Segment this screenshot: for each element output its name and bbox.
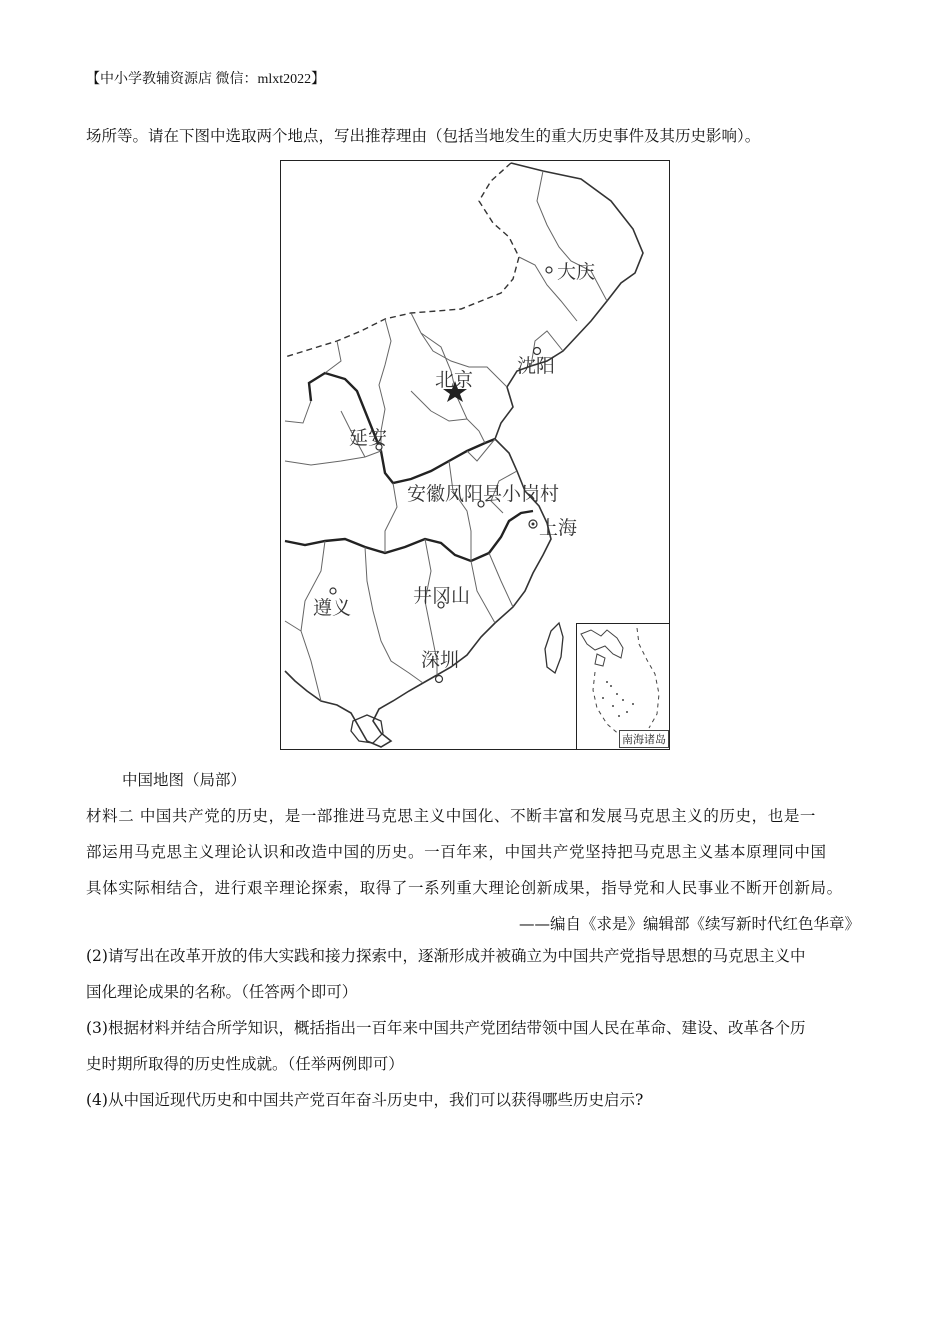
map-label-xiaogang: 安徽凤阳县小岗村 (407, 483, 560, 505)
china-map (280, 160, 670, 750)
inset-label: 南海诸岛 (619, 730, 669, 748)
map-label-daqing: 大庆 (557, 261, 596, 283)
material2-line-3: 具体实际相结合，进行艰辛理论探索，取得了一系列重大理论创新成果，指导党和人民事业不断开创新局。 (86, 879, 843, 897)
question-3-line-2: 史时期所取得的历史性成就。（任举两例即可） (86, 1055, 404, 1073)
map-label-yanan: 延安 (349, 427, 388, 449)
map-label-shenzhen: 深圳 (421, 649, 460, 671)
map-label-shenyang: 沈阳 (517, 355, 556, 377)
map-label-jinggangshan: 井冈山 (413, 585, 471, 607)
south-china-sea-inset (576, 623, 670, 749)
map-label-beijing: 北京 (435, 369, 474, 391)
intro-text: 场所等。请在下图中选取两个地点，写出推荐理由（包括当地发生的重大历史事件及其历史影响）。 (86, 127, 761, 145)
material2-line-2: 部运用马克思主义理论认识和改造中国的历史。一百年来，中国共产党坚持把马克思主义基本原理同中国 (86, 843, 827, 861)
question-3-line-1: (3)根据材料并结合所学知识，概括指出一百年来中国共产党团结带领中国人民在革命、建设、改革各个历 (86, 1019, 806, 1037)
page-header: 【中小学教辅资源店 微信：mlxt2022】 (86, 72, 326, 87)
question-2-line-1: (2)请写出在改革开放的伟大实践和接力探索中，逐渐形成并被确立为中国共产党指导思想的马克思主义中 (86, 947, 806, 965)
map-label-shanghai: 上海 (539, 517, 578, 539)
question-4: (4)从中国近现代历史和中国共产党百年奋斗历史中，我们可以获得哪些历史启示? (86, 1091, 644, 1109)
map-caption: 中国地图（局部） (122, 771, 247, 789)
question-2-line-2: 国化理论成果的名称。（任答两个即可） (86, 983, 358, 1001)
material2-line-1: 材料二 中国共产党的历史，是一部推进马克思主义中国化、不断丰富和发展马克思主义的历史，也是一 (86, 807, 817, 825)
material2-source: ——编自《求是》编辑部《续写新时代红色华章》 (518, 915, 860, 933)
map-label-zunyi: 遵义 (313, 597, 352, 619)
